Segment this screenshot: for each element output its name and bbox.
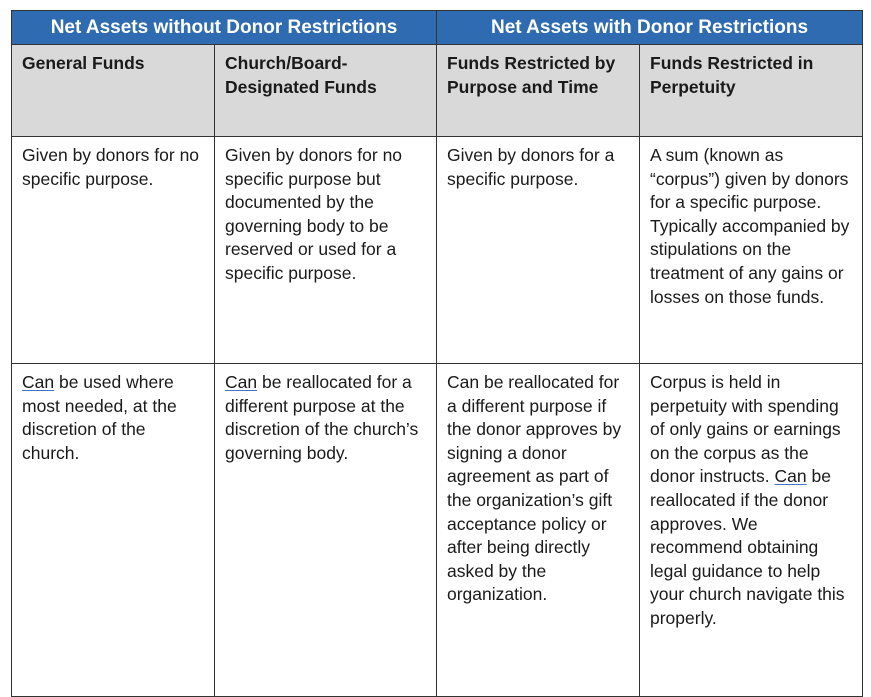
table-row: [12, 364, 863, 697]
table-cell: Given by donors for no specific purpose.: [12, 137, 215, 364]
cell-text: be reallocated for a different purpose at the discretion of the church’s governing body.: [225, 372, 419, 463]
spellcheck-marked-word: Can: [22, 372, 55, 392]
column-header-general-funds: General Funds: [12, 45, 215, 137]
table-cell: Given by donors for a specific purpose.: [437, 137, 640, 364]
table-cell: Can be reallocated for a different purpose if the donor approves by signing a donor agreement as part of the organization’s gift acceptance policy or after being directly asked by the organization.: [437, 364, 640, 697]
table-cell: [640, 364, 863, 697]
spellcheck-marked-word: Can: [774, 466, 807, 487]
column-header-board-designated-funds: Church/Board-Designated Funds: [215, 45, 437, 137]
table-cell: [12, 364, 215, 697]
cell-text: be reallocated if the donor approves. We recommend obtaining legal guidance to help your church navigate this properly.: [650, 466, 845, 628]
cell-text: Corpus is held in perpetuity with spending of only gains or earnings on the corpus as the donor instructs.: [650, 372, 841, 487]
column-header-restricted-perpetuity: Funds Restricted in Perpetuity: [640, 45, 863, 137]
table-row: [12, 137, 863, 364]
table-cell: Given by donors for no specific purpose but documented by the governing body to be reserved or used for a specific purpose.: [215, 137, 437, 364]
table-cell: A sum (known as “corpus”) given by donors for a specific purpose. Typically accompanied by stipulations on the treatment of any gains or losses on those funds.: [640, 137, 863, 364]
column-header-row: [12, 45, 863, 137]
column-header-restricted-purpose-time: Funds Restricted by Purpose and Time: [437, 45, 640, 137]
table-cell: [215, 364, 437, 697]
group-header-with-restrictions: Net Assets with Donor Restrictions: [437, 11, 863, 45]
cell-text: be used where most needed, at the discretion of the church.: [22, 372, 177, 463]
spellcheck-marked-word: Can: [225, 372, 258, 392]
group-header-without-restrictions: Net Assets without Donor Restrictions: [12, 11, 437, 45]
group-header-row: [12, 11, 863, 45]
net-assets-table: [11, 10, 863, 697]
